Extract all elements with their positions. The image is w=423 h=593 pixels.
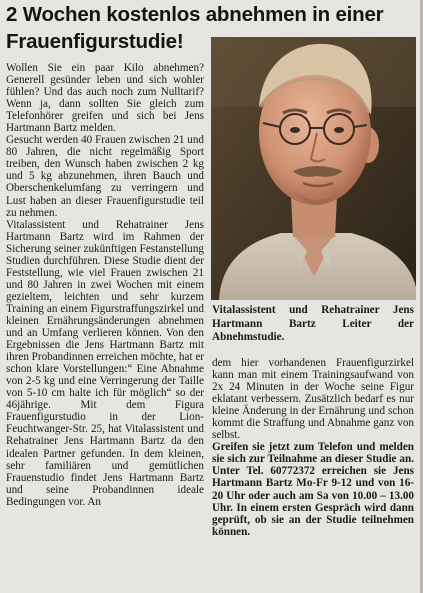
headline-line-1: 2 Wochen kostenlos abnehmen in einer (6, 3, 384, 26)
contact-paragraph: Greifen sie jetzt zum Telefon und melden sie sich zur Teilnahme an dieser Studie an. Unter Tel. 60772372 erreichen sie Jens Hartmann Bartz Mo-Fr 9-12 und von 16-20 Uhr oder auch am Sa von 10.00 – 13.00 Uhr. In einem ersten Gespräch wird dann geprüft, ob sie an der Studie teilnehmen können. (212, 441, 414, 538)
training-paragraph: dem hier vorhandenen Frauenfigurzirkel kann man mit einem Trainingsaufwand von 2x 24 Minuten in der Woche seine Figur eklatant verbessern. Zusätzlich bedarf es nur kleine Änderung in der Ernährung und schon kommt die Straffung und Abnahme ganz von selbst. (212, 357, 414, 442)
requirements-paragraph: Gesucht werden 40 Frauen zwischen 21 und 80 Jahren, die nicht regelmäßig Sport treiben, den Wunsch haben zwischen 2 kg und 5 kg abzunehmen, ihren Bauch und Oberschenkelumfang zu verringern und Lust haben an dieser Frauenfigurstudie teil zu nehmen. (6, 134, 204, 219)
photo-caption: Vitalassistent und Rehatrainer Jens Hartmann Bartz Leiter der Abnehmstudie. (212, 304, 414, 344)
intro-paragraph: Wollen Sie ein paar Kilo abnehmen? Generell gesünder leben und sich wohler fühlen? Und das auch noch zum Nulltarif? Wenn ja, dann sollten Sie gleich zum Telefonhörer greifen und sich bei Jens Hartmann Bartz melden. (6, 62, 204, 135)
portrait-photo (211, 37, 416, 300)
man-portrait-image (211, 37, 416, 300)
left-column (6, 62, 204, 508)
right-column (212, 357, 414, 538)
study-paragraph: Vitalassistent und Rehatrainer Jens Hartmann Bartz wird im Rahmen der Sicherung seiner zukünftigen Festanstellung Studien durchführen. Diese Studie dient der Feststellung, wie viel Frauen zwischen 21 und 80 Jahren in zwei Wochen mit einem gezieltem, leichten und sehr kurzem Training an einem Figurstraffungszirkel und kleinen Ernährungsänderungen abnehmen und an Umfang verlieren können. Von den Ergebnissen die Jens Hartmann Bartz mit ihren Probandinnen erreichen möchte, hat er schon klare Vorstellungen:“ Eine Abnahme von 2-5 kg und eine Verringerung der Taille von 5-10 cm halte ich für möglich“ so der 46jährige. Mit dem Figura Frauenfigurstudio in der Lion-Feuchtwanger-Str. 25, hat Vitalassistent und Rehatrainer Jens Hartmann Bartz da den idealen Partner gefunden. In dem kleinen, sehr familiären und gemütlichen Frauenstudio findet Jens Hartmann Bartz und seine Probandinnen ideale Bedingungen vor. An (6, 218, 204, 508)
headline-line-2: Frauenfigurstudie! (6, 30, 184, 53)
